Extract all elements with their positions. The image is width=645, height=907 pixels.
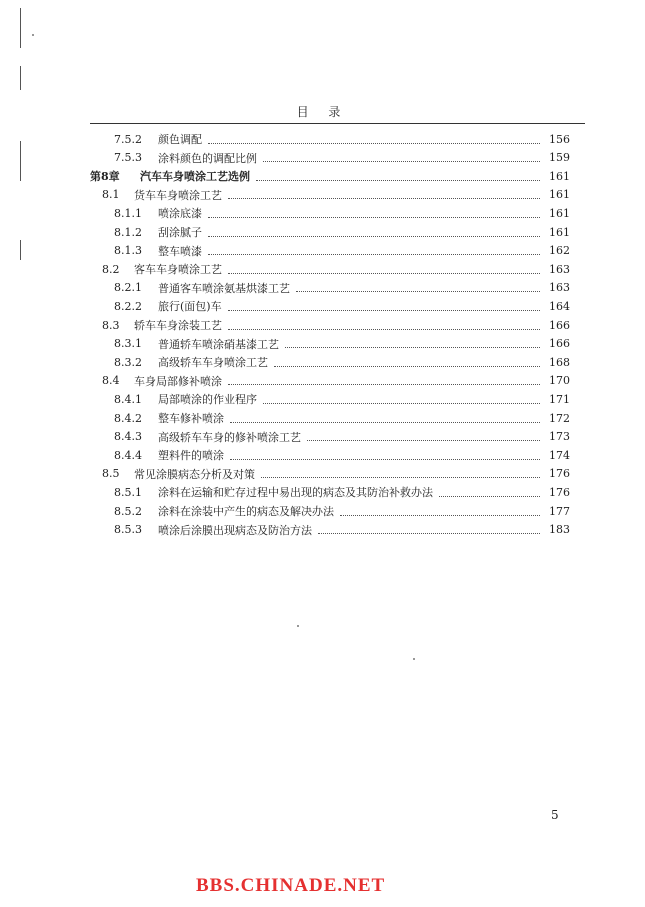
- toc-entry-title: 整车喷漆: [158, 244, 202, 258]
- toc-entry: [102, 465, 570, 483]
- toc-entry-title: 局部喷涂的作业程序: [158, 393, 257, 407]
- toc-entry-title: 喷涂底漆: [158, 207, 202, 221]
- toc-entry: [114, 204, 570, 222]
- toc-leader-dots: [208, 228, 540, 237]
- toc-entry-title: 涂料在涂装中产生的病态及解决办法: [158, 505, 334, 518]
- toc-entry-title: 刮涂腻子: [158, 226, 202, 239]
- page-number: 5: [551, 808, 559, 822]
- toc-entry: [114, 335, 570, 353]
- toc-leader-dots: [228, 376, 540, 385]
- scan-speck: [297, 625, 299, 627]
- toc-entry: [90, 167, 570, 185]
- toc-entry-number: 8.4: [102, 374, 120, 388]
- toc-leader-dots: [208, 246, 540, 255]
- toc-entry: [114, 502, 570, 520]
- toc-entry-title: 汽车车身喷涂工艺选例: [140, 170, 250, 184]
- toc-leader-dots: [263, 153, 540, 162]
- toc-entry-page: 163: [549, 262, 570, 276]
- toc-entry-number: 8.4.2: [114, 411, 142, 425]
- toc-entry-number: 7.5.3: [114, 151, 142, 165]
- toc-entry: [102, 372, 570, 390]
- toc-entry-title: 客车车身喷涂工艺: [134, 263, 222, 277]
- toc-leader-dots: [228, 321, 540, 330]
- toc-entry-title: 普通客车喷涂氨基烘漆工艺: [158, 281, 290, 295]
- toc-entry-page: 159: [549, 151, 570, 165]
- toc-entry-page: 166: [549, 318, 570, 332]
- toc-entry-title: 高级轿车车身的修补喷涂工艺: [158, 430, 301, 444]
- toc-leader-dots: [307, 432, 540, 441]
- toc-entry-page: 161: [549, 225, 570, 239]
- page-header: 目 录: [296, 105, 349, 119]
- toc-entry-page: 161: [549, 188, 570, 202]
- toc-leader-dots: [318, 525, 540, 534]
- toc-entry-page: 161: [549, 206, 570, 220]
- toc-entry-page: 164: [549, 299, 570, 313]
- toc-entry-page: 174: [549, 448, 570, 462]
- toc-entry-number: 8.5.1: [114, 485, 142, 499]
- toc-entry: [102, 260, 570, 278]
- toc-entry-page: 183: [549, 523, 570, 537]
- toc-entry-page: 166: [549, 337, 570, 351]
- toc-entry-title: 货车车身喷涂工艺: [134, 188, 222, 202]
- toc-entry: [114, 483, 570, 501]
- toc-leader-dots: [296, 283, 540, 292]
- toc-entry-page: 163: [549, 281, 570, 295]
- toc-leader-dots: [261, 469, 540, 478]
- toc-entry-page: 172: [549, 411, 570, 425]
- toc-entry-page: 156: [549, 132, 570, 146]
- toc-entry-page: 170: [549, 374, 570, 388]
- toc-leader-dots: [340, 507, 540, 516]
- toc-entry-number: 8.2.1: [114, 281, 142, 295]
- watermark: BBS.CHINADE.NET: [196, 875, 386, 896]
- toc-leader-dots: [230, 414, 540, 423]
- toc-entry-number: 8.1.2: [114, 225, 142, 239]
- toc-entry-number: 第8章: [90, 170, 120, 184]
- toc-entry-title: 涂料在运输和贮存过程中易出现的病态及其防治补救办法: [158, 486, 433, 500]
- toc-entry: [114, 149, 570, 167]
- toc-entry-number: 8.3.2: [114, 355, 142, 369]
- header-rule: [90, 123, 585, 124]
- toc-entry-page: 176: [549, 485, 570, 499]
- toc-entry-number: 8.4.1: [114, 392, 142, 406]
- toc-entry: [114, 223, 570, 241]
- toc-leader-dots: [263, 395, 540, 404]
- toc-leader-dots: [208, 135, 540, 144]
- scan-edge-mark: [20, 240, 21, 260]
- toc-entry: [114, 279, 570, 297]
- toc-leader-dots: [228, 190, 540, 199]
- toc-leader-dots: [230, 451, 540, 460]
- toc-entry-title: 喷涂后涂膜出现病态及防治方法: [158, 523, 312, 537]
- toc-entry-page: 161: [549, 169, 570, 183]
- toc-entry-title: 常见涂膜病态分析及对策: [134, 467, 255, 481]
- toc-entry-title: 旅行(面包)车: [158, 300, 222, 314]
- toc-entry-page: 171: [549, 392, 570, 406]
- toc-entry-number: 8.1: [102, 188, 120, 202]
- toc-entry-number: 8.1.1: [114, 206, 142, 220]
- toc-entry-page: 162: [549, 244, 570, 258]
- scan-edge-mark: [20, 8, 21, 48]
- toc-entry-title: 高级轿车车身喷涂工艺: [158, 356, 268, 370]
- toc-entry-page: 176: [549, 467, 570, 481]
- toc-entry-number: 8.3: [102, 318, 120, 332]
- toc-entry: [114, 409, 570, 427]
- toc-entry: [114, 446, 570, 464]
- toc-entry-number: 7.5.2: [114, 132, 142, 146]
- toc-leader-dots: [285, 339, 540, 348]
- toc-entry-number: 8.2.2: [114, 299, 142, 313]
- toc-leader-dots: [256, 172, 540, 181]
- toc-entry-title: 轿车车身涂装工艺: [134, 319, 222, 332]
- toc-entry: [114, 297, 570, 315]
- toc-entry-page: 173: [549, 430, 570, 444]
- scan-edge-mark: [20, 66, 21, 90]
- toc-leader-dots: [208, 209, 540, 218]
- toc-entry-title: 普通轿车喷涂硝基漆工艺: [158, 337, 279, 351]
- toc-leader-dots: [228, 302, 540, 311]
- scan-edge-mark: [20, 141, 21, 181]
- toc-entry-number: 8.5: [102, 467, 120, 481]
- toc-entry-title: 整车修补喷涂: [158, 412, 224, 425]
- toc-entry: [114, 521, 570, 539]
- toc-leader-dots: [274, 358, 540, 367]
- toc-entry: [114, 130, 570, 148]
- toc-leader-dots: [439, 488, 540, 497]
- toc-entry-number: 8.1.3: [114, 244, 142, 258]
- toc-entry-title: 颜色调配: [158, 133, 202, 146]
- scan-speck: [32, 34, 34, 36]
- toc-entry-page: 168: [549, 355, 570, 369]
- toc-entry-title: 塑料件的喷涂: [158, 449, 224, 463]
- toc-entry-title: 涂料颜色的调配比例: [158, 151, 257, 165]
- toc-entry-title: 车身局部修补喷涂: [134, 374, 222, 388]
- toc-entry-number: 8.5.3: [114, 523, 142, 537]
- toc-entry: [114, 428, 570, 446]
- toc-entry-number: 8.3.1: [114, 337, 142, 351]
- scan-speck: [413, 658, 415, 660]
- toc-entry-number: 8.4.3: [114, 430, 142, 444]
- toc-entry: [114, 353, 570, 371]
- toc-leader-dots: [228, 265, 540, 274]
- toc-entry: [102, 186, 570, 204]
- toc-entry-page: 177: [549, 504, 570, 518]
- toc-entry: [102, 316, 570, 334]
- toc-entry-number: 8.2: [102, 262, 120, 276]
- toc-entry-number: 8.5.2: [114, 504, 142, 518]
- toc-entry: [114, 242, 570, 260]
- toc-entry: [114, 390, 570, 408]
- toc-entry-number: 8.4.4: [114, 448, 142, 462]
